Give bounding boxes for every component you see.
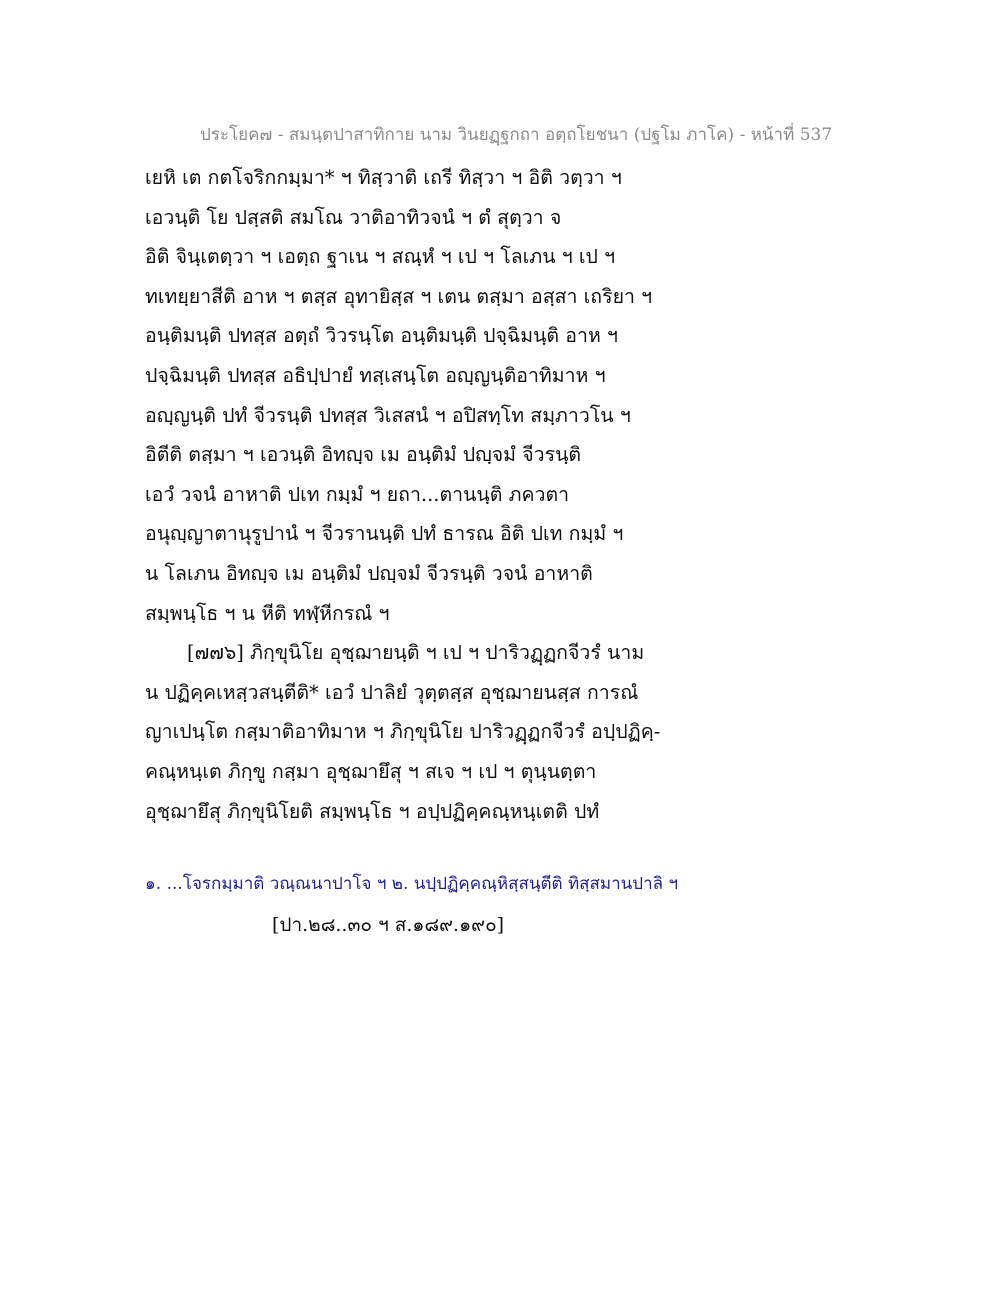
body-text [145,158,965,831]
text-line: อนุญฺญาตานุรูปานํ ฯ จีวรานนฺติ ปทํ ธารณ อิติ ปเท กมฺมํ ฯ [145,522,624,546]
text-line: อนฺติมนฺติ ปทสฺส อตฺถํ วิวรนฺโต อนฺติมนฺติ ปจฺฉิมนฺติ อาห ฯ [145,324,618,348]
text-line: อิติ จินฺเตตฺวา ฯ เอตฺถ ฐาเน ฯ สณฺหํ ฯ เป ฯ โลเภน ฯ เป ฯ [145,245,616,269]
text-line: อุชฺฌายึสุ ภิกฺขุนิโยติ สมฺพนฺโธ ฯ อปฺปฏิคฺคณฺหนฺเตติ ปทํ [145,799,600,823]
text-line: อิตีติ ตสฺมา ฯ เอวนฺติ อิทญฺจ เม อนฺติมํ ปญฺจมํ จีวรนฺติ [145,443,582,467]
text-line: ญาเปนฺโต กสฺมาติอาทิมาห ฯ ภิกฺขุนิโย ปาริวฏฺฏกจีวรํ อปฺปฏิคฺ- [145,720,661,744]
footnote: ๑. ...โจรกมฺมาติ วณฺณนาปาโจ ฯ ๒. นปฺปฏิคฺคณฺหิสฺสนฺตีติ ทิสฺสมานปาลิ ฯ [145,874,679,894]
page-header: ประโยค๗ - สมนฺตปาสาทิกาย นาม วินยฏฺฐกถา อตฺถโยชนา (ปฐโม ภาโค) - หน้าที่ 537 [200,125,833,145]
text-line: สมฺพนฺโธ ฯ น หีติ ทฬฺหีกรณํ ฯ [145,601,390,625]
text-line: คณฺหนฺเต ภิกฺขู กสฺมา อุชฺฌายึสุ ฯ สเจ ฯ เป ฯ ตุนฺนตฺตา [145,759,597,783]
text-line: น โลเภน อิทญฺจ เม อนฺติมํ ปญฺจมํ จีวรนฺติ วจนํ อาหาติ [145,561,593,585]
paragraph-start-line: [๗๗๖] ภิกฺขุนิโย อุชฺฌายนฺติ ฯ เป ฯ ปาริวฏฺฏกจีวรํ นาม [187,641,645,665]
page-reference: [ปา.๒๘..๓๐ ฯ ส.๑๘๙.๑๙๐] [272,914,505,936]
text-line: อญฺญนฺติ ปทํ จีวรนฺติ ปทสฺส วิเสสนํ ฯ อปิสทฺโท สมฺภาวโน ฯ [145,403,631,427]
text-line: ทเทยฺยาสีติ อาห ฯ ตสฺส อุทายิสฺส ฯ เตน ตสฺมา อสฺสา เถริยา ฯ [145,284,653,308]
text-line: น ปฏิคฺคเหสฺวสนฺตีติ* เอวํ ปาลิยํ วุตฺตสฺส อุชฺฌายนสฺส การณํ [145,680,639,704]
text-line: เอวํ วจนํ อาหาติ ปเท กมฺมํ ฯ ยถา...ตานนฺติ ภควตา [145,482,570,506]
text-line: เอวนฺติ โย ปสฺสติ สมโณ วาติอาทิวจนํ ฯ ตํ สุตฺวา จ [145,205,562,229]
text-line: ปจฺฉิมนฺติ ปทสฺส อธิปฺปายํ ทสฺเสนฺโต อญฺญนฺติอาทิมาห ฯ [145,363,606,387]
text-line: เยหิ เต กตโจริกกมฺมา* ฯ ทิสฺวาติ เถรี ทิสฺวา ฯ อิติ วตฺวา ฯ [145,166,622,189]
